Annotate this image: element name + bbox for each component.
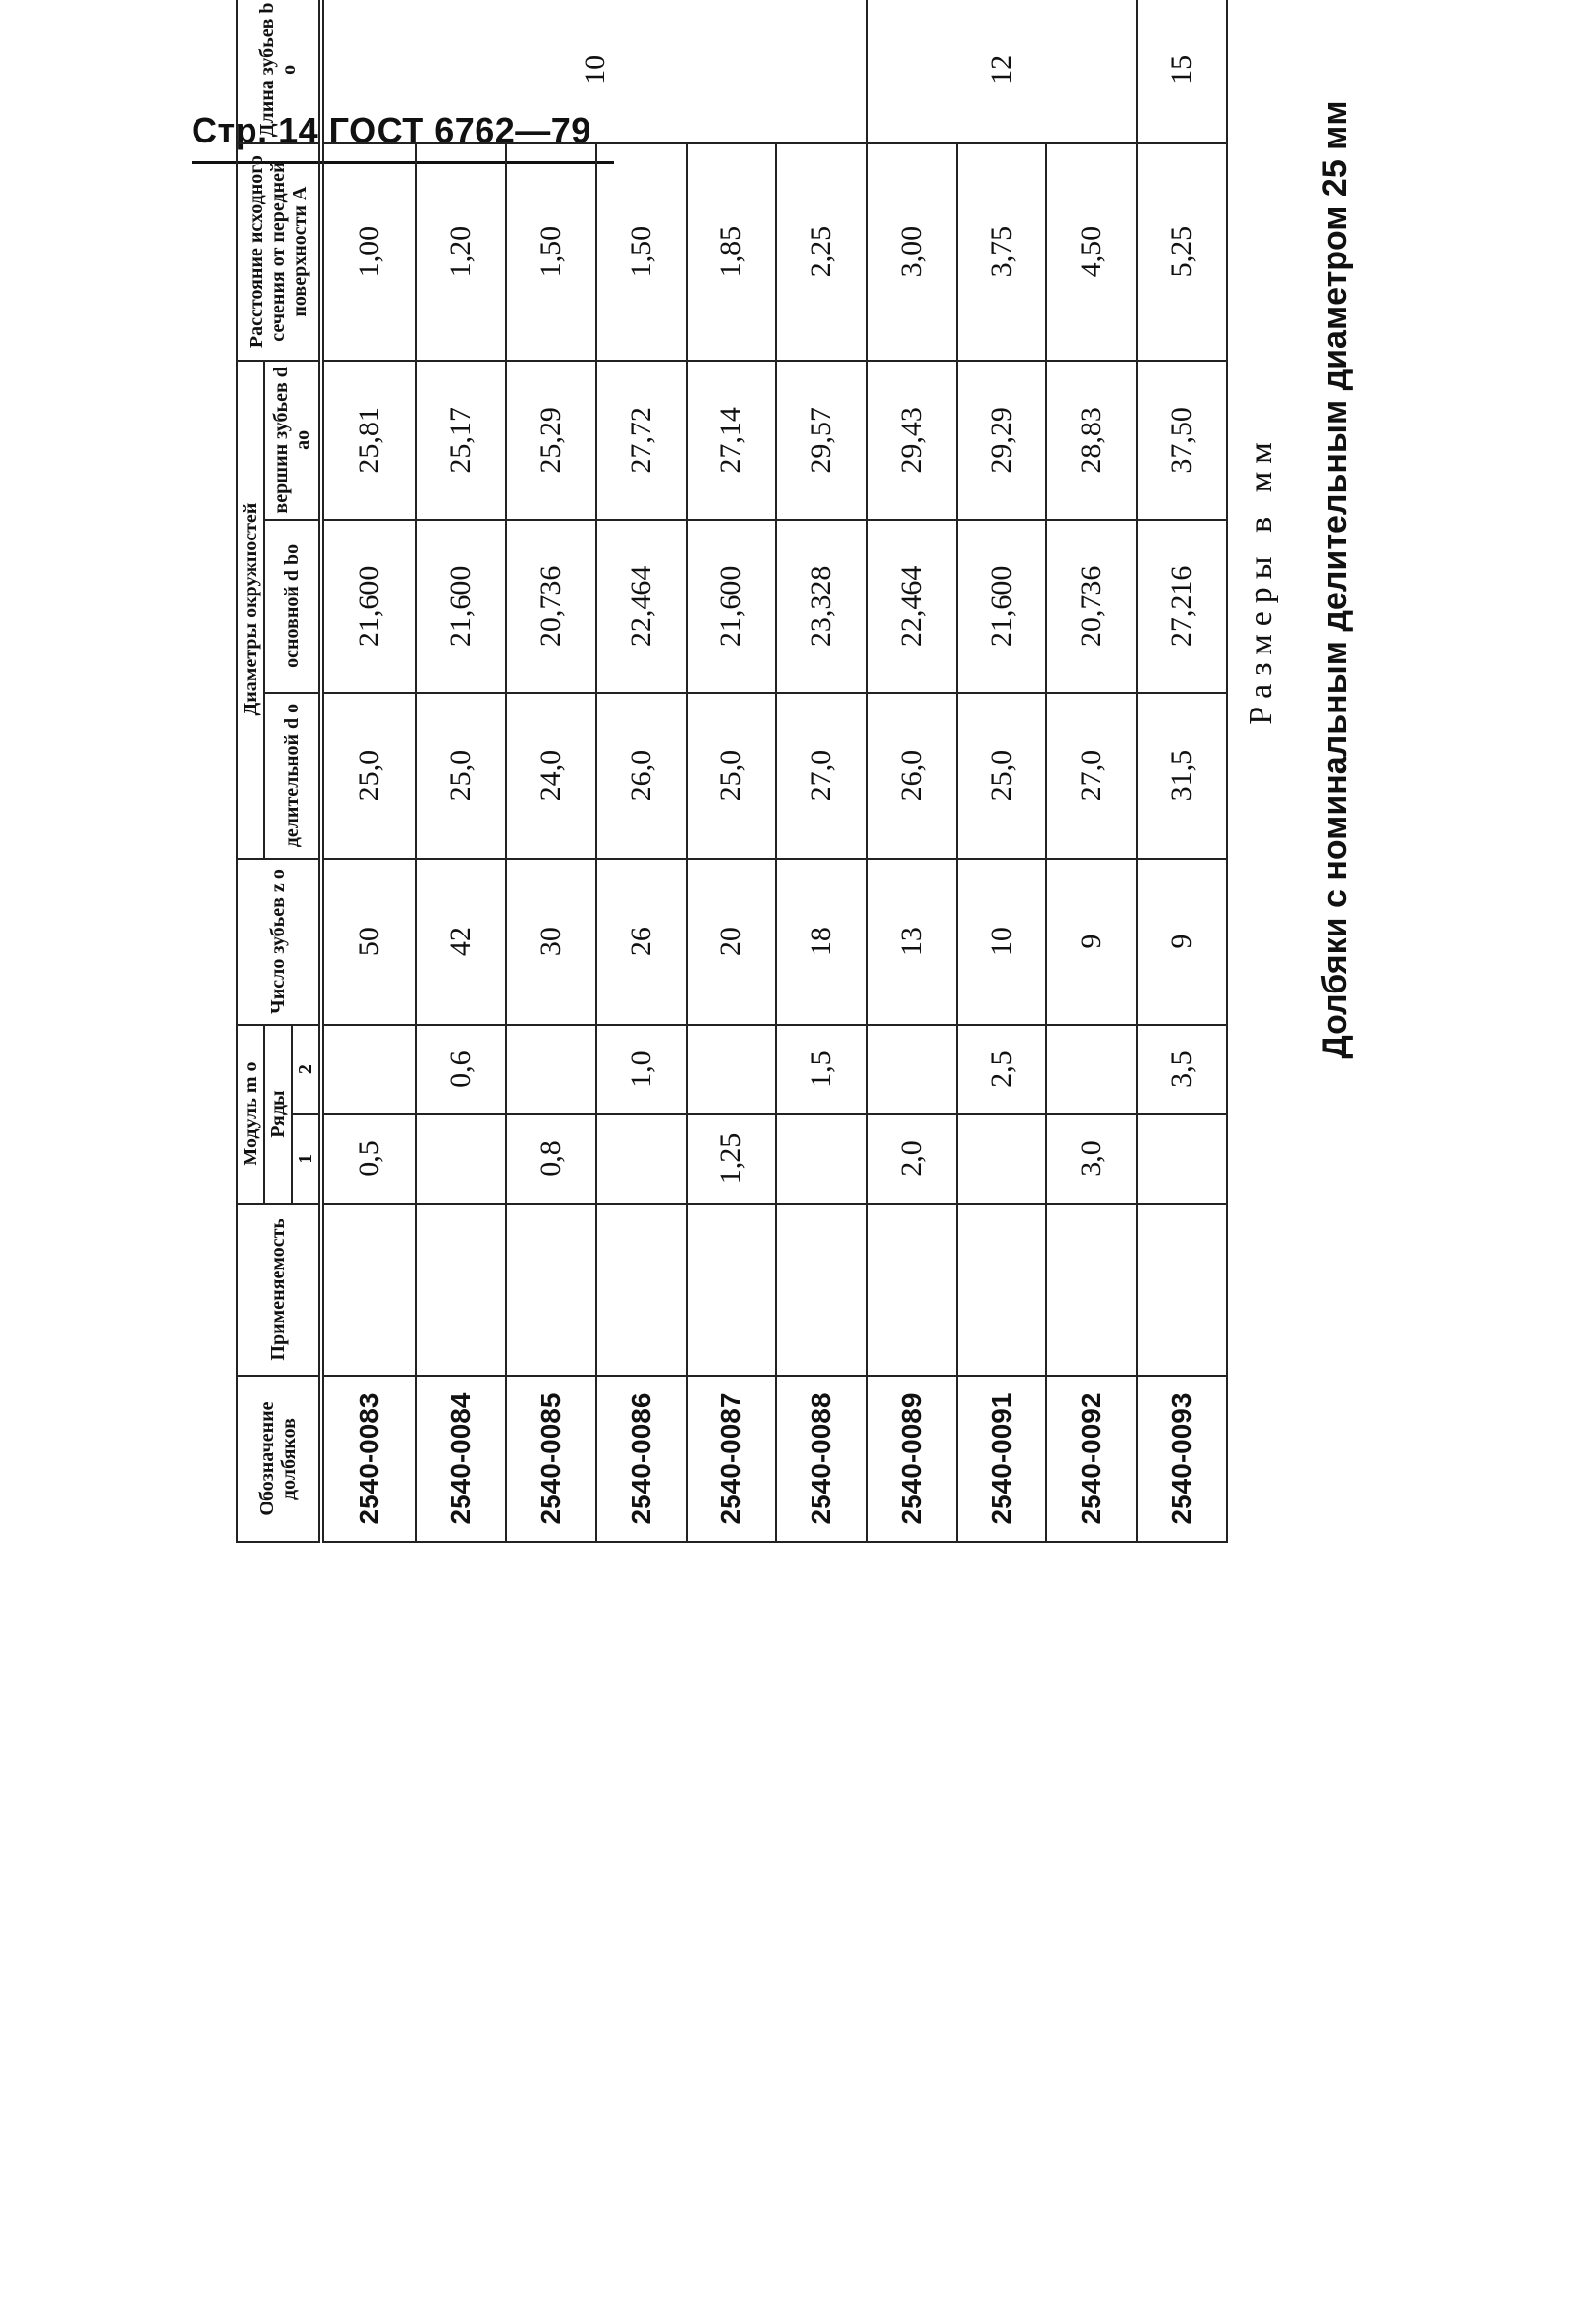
cell-base: 21,600 xyxy=(957,520,1047,692)
cell-module-1 xyxy=(416,1114,506,1204)
cell-base: 22,464 xyxy=(867,520,957,692)
cell-pitch: 31,5 xyxy=(1137,693,1227,859)
cell-designation: 2540-0093 xyxy=(1137,1376,1227,1542)
page-header-text: Стр. 14 ГОСТ 6762—79 xyxy=(192,110,591,150)
table-row xyxy=(957,0,1047,1542)
cell-module-2: 1,0 xyxy=(596,1025,687,1114)
cell-module-1 xyxy=(596,1114,687,1204)
cell-pitch: 27,0 xyxy=(776,693,867,859)
cell-designation: 2540-0083 xyxy=(321,1376,416,1542)
cell-pitch: 25,0 xyxy=(321,693,416,859)
cell-module-2: 3,5 xyxy=(1137,1025,1227,1114)
cutters-table xyxy=(236,0,1228,1543)
cell-base: 23,328 xyxy=(776,520,867,692)
cell-distance: 1,50 xyxy=(596,143,687,361)
cell-tip: 25,17 xyxy=(416,361,506,521)
cell-module-1: 0,5 xyxy=(321,1114,416,1204)
cell-base: 20,736 xyxy=(1046,520,1137,692)
table-row xyxy=(1046,0,1137,1542)
header-applicability: Применяемость xyxy=(237,1204,321,1376)
cell-tip: 28,83 xyxy=(1046,361,1137,521)
header-row-1: 1 xyxy=(292,1114,321,1204)
cell-applicability xyxy=(776,1204,867,1376)
cell-designation: 2540-0084 xyxy=(416,1376,506,1542)
cell-designation: 2540-0092 xyxy=(1046,1376,1137,1542)
cell-module-1: 3,0 xyxy=(1046,1114,1137,1204)
cell-module-2 xyxy=(867,1025,957,1114)
cell-applicability xyxy=(321,1204,416,1376)
cell-teeth: 9 xyxy=(1137,859,1227,1025)
cell-teeth: 26 xyxy=(596,859,687,1025)
cell-pitch: 24,0 xyxy=(506,693,596,859)
cell-tip: 25,29 xyxy=(506,361,596,521)
cell-tooth-length-group-2: 12 xyxy=(867,0,1137,143)
header-row-2: 2 xyxy=(292,1025,321,1114)
cell-module-2 xyxy=(321,1025,416,1114)
cell-distance: 4,50 xyxy=(1046,143,1137,361)
table-row xyxy=(416,0,506,1542)
cell-teeth: 20 xyxy=(687,859,777,1025)
table-row xyxy=(596,0,687,1542)
cell-tip: 27,72 xyxy=(596,361,687,521)
cell-module-1: 2,0 xyxy=(867,1114,957,1204)
cell-teeth: 10 xyxy=(957,859,1047,1025)
cell-pitch: 27,0 xyxy=(1046,693,1137,859)
cell-base: 22,464 xyxy=(596,520,687,692)
cell-teeth: 13 xyxy=(867,859,957,1025)
cell-applicability xyxy=(687,1204,777,1376)
cell-distance: 3,75 xyxy=(957,143,1047,361)
cell-pitch: 25,0 xyxy=(416,693,506,859)
cell-base: 21,600 xyxy=(687,520,777,692)
header-pitch-diameter: делительной d o xyxy=(264,693,321,859)
cell-tooth-length-group-3: 15 xyxy=(1137,0,1227,143)
cell-pitch: 25,0 xyxy=(957,693,1047,859)
cell-distance: 1,20 xyxy=(416,143,506,361)
cell-designation: 2540-0087 xyxy=(687,1376,777,1542)
cell-tip: 29,29 xyxy=(957,361,1047,521)
cell-applicability xyxy=(596,1204,687,1376)
cell-pitch: 26,0 xyxy=(867,693,957,859)
cell-tip: 29,43 xyxy=(867,361,957,521)
table-row xyxy=(321,0,416,1542)
cell-teeth: 30 xyxy=(506,859,596,1025)
cell-base: 20,736 xyxy=(506,520,596,692)
header-rows: Ряды xyxy=(264,1025,292,1204)
cell-module-2: 0,6 xyxy=(416,1025,506,1114)
cell-teeth: 9 xyxy=(1046,859,1137,1025)
header-distance: Расстояние исходного сечения от передней поверхности A xyxy=(237,143,321,361)
header-base-diameter: основной d bo xyxy=(264,520,321,692)
cell-applicability xyxy=(957,1204,1047,1376)
cell-tip: 27,14 xyxy=(687,361,777,521)
cell-base: 21,600 xyxy=(321,520,416,692)
cell-applicability xyxy=(506,1204,596,1376)
cell-teeth: 18 xyxy=(776,859,867,1025)
table-row xyxy=(867,0,957,1542)
cell-module-2 xyxy=(1046,1025,1137,1114)
header-diameters: Диаметры окружностей xyxy=(237,361,264,859)
cell-teeth: 50 xyxy=(321,859,416,1025)
header-module: Модуль m o xyxy=(237,1025,264,1204)
cell-teeth: 42 xyxy=(416,859,506,1025)
header-teeth: Число зубьев z o xyxy=(237,859,321,1025)
cell-tooth-length-group-1: 10 xyxy=(321,0,867,143)
cell-base: 27,216 xyxy=(1137,520,1227,692)
cell-module-2: 2,5 xyxy=(957,1025,1047,1114)
cell-module-2 xyxy=(687,1025,777,1114)
header-designation: Обозначение долбяков xyxy=(237,1376,321,1542)
cell-tip: 25,81 xyxy=(321,361,416,521)
cell-pitch: 26,0 xyxy=(596,693,687,859)
cell-base: 21,600 xyxy=(416,520,506,692)
cell-module-1: 0,8 xyxy=(506,1114,596,1204)
cell-module-2: 1,5 xyxy=(776,1025,867,1114)
cell-designation: 2540-0091 xyxy=(957,1376,1047,1542)
cell-module-1 xyxy=(776,1114,867,1204)
table-row xyxy=(776,0,867,1542)
cell-applicability xyxy=(416,1204,506,1376)
cell-distance: 1,85 xyxy=(687,143,777,361)
cell-designation: 2540-0086 xyxy=(596,1376,687,1542)
cell-designation: 2540-0085 xyxy=(506,1376,596,1542)
table-row xyxy=(687,0,777,1542)
cell-designation: 2540-0088 xyxy=(776,1376,867,1542)
table-subcaption: Размеры в мм xyxy=(1243,434,1279,725)
cell-distance: 1,00 xyxy=(321,143,416,361)
cell-distance: 2,25 xyxy=(776,143,867,361)
table-row xyxy=(1137,0,1227,1542)
cell-module-2 xyxy=(506,1025,596,1114)
cell-distance: 1,50 xyxy=(506,143,596,361)
cell-distance: 5,25 xyxy=(1137,143,1227,361)
cell-distance: 3,00 xyxy=(867,143,957,361)
cell-designation: 2540-0089 xyxy=(867,1376,957,1542)
table-caption: Долбяки с номинальным делительным диаметром 25 мм xyxy=(1317,100,1354,1059)
table-row xyxy=(506,0,596,1542)
cell-module-1 xyxy=(1137,1114,1227,1204)
cell-applicability xyxy=(1137,1204,1227,1376)
table-block-inner xyxy=(187,0,1533,1562)
cell-pitch: 25,0 xyxy=(687,693,777,859)
cell-applicability xyxy=(867,1204,957,1376)
cell-applicability xyxy=(1046,1204,1137,1376)
cell-tip: 29,57 xyxy=(776,361,867,521)
header-tip-diameter: вершин зубьев d ao xyxy=(264,361,321,521)
cell-tip: 37,50 xyxy=(1137,361,1227,521)
header-tooth-length: Длина зубьев b o xyxy=(237,0,321,143)
cell-module-1: 1,25 xyxy=(687,1114,777,1204)
cell-module-1 xyxy=(957,1114,1047,1204)
